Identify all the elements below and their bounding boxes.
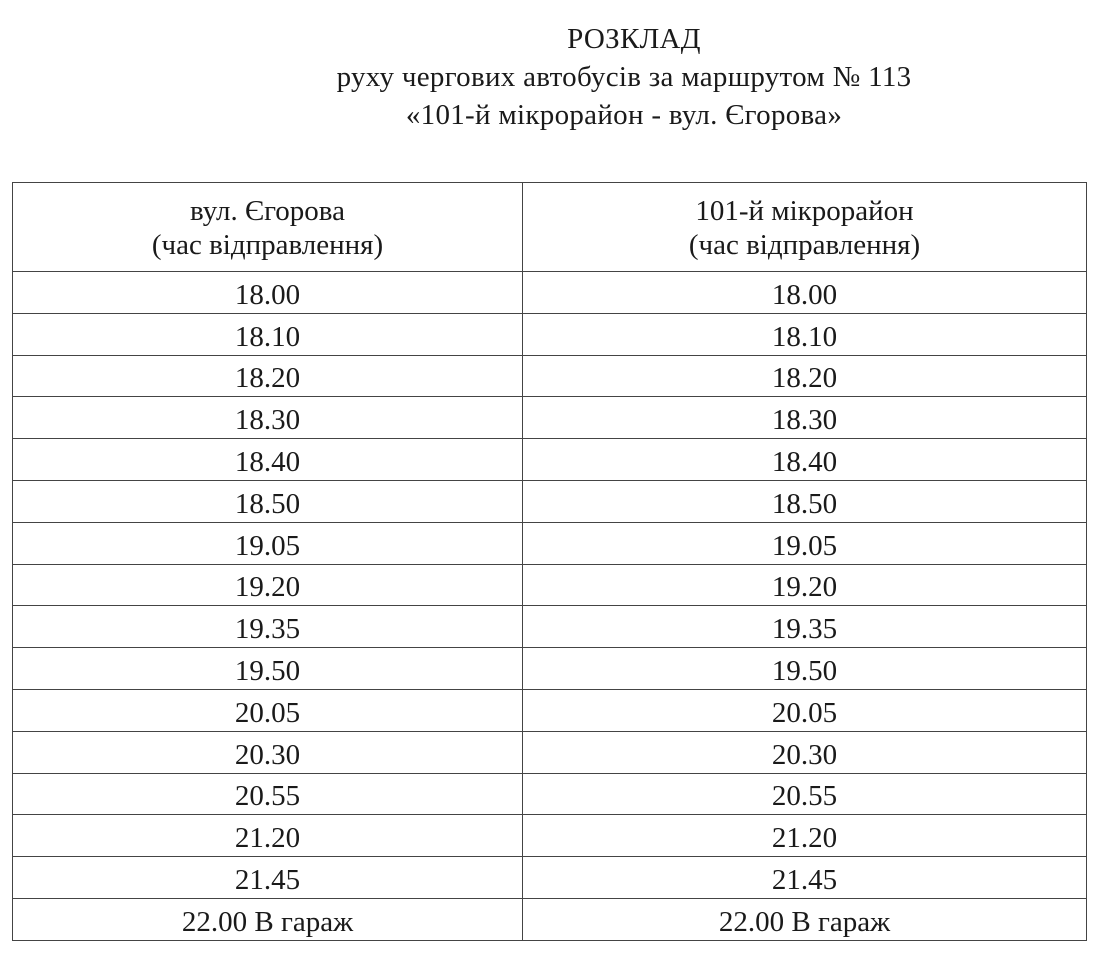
table-row <box>13 439 1087 481</box>
departure-time-egorova: 20.30 <box>13 731 523 773</box>
table-row <box>13 815 1087 857</box>
departure-time-101-microdistrict: 18.10 <box>523 313 1087 355</box>
header-row <box>13 183 1087 272</box>
departure-time-101-microdistrict: 18.20 <box>523 355 1087 397</box>
table-row <box>13 272 1087 314</box>
departure-time-egorova: 19.50 <box>13 648 523 690</box>
departure-time-101-microdistrict: 19.05 <box>523 522 1087 564</box>
departure-time-101-microdistrict: 18.30 <box>523 397 1087 439</box>
departure-time-101-microdistrict: 19.50 <box>523 648 1087 690</box>
header-stop-note: (час відправлення) <box>151 229 384 261</box>
schedule-body <box>13 272 1087 941</box>
departure-time-101-microdistrict: 18.50 <box>523 480 1087 522</box>
departure-time-101-microdistrict: 19.35 <box>523 606 1087 648</box>
table-row <box>13 648 1087 690</box>
departure-time-101-microdistrict: 22.00 В гараж <box>523 898 1087 940</box>
departure-time-101-microdistrict: 21.20 <box>523 815 1087 857</box>
departure-time-egorova: 18.00 <box>13 272 523 314</box>
table-row <box>13 522 1087 564</box>
document-subtitle: руху чергових автобусів за маршрутом № 113 <box>336 61 912 93</box>
departure-time-egorova: 21.45 <box>13 857 523 899</box>
header-stop-note: (час відправлення) <box>688 229 921 261</box>
table-row <box>13 480 1087 522</box>
header-stop-name: 101-й мікрорайон <box>695 195 914 227</box>
table-row <box>13 898 1087 940</box>
departure-time-101-microdistrict: 20.55 <box>523 773 1087 815</box>
departure-time-101-microdistrict: 18.00 <box>523 272 1087 314</box>
table-row <box>13 564 1087 606</box>
table-row <box>13 731 1087 773</box>
header-cell-101-microdistrict <box>523 183 1087 272</box>
departure-time-egorova: 18.10 <box>13 313 523 355</box>
table-row <box>13 773 1087 815</box>
departure-time-egorova: 20.55 <box>13 773 523 815</box>
departure-time-egorova: 19.05 <box>13 522 523 564</box>
document-header <box>0 20 1100 134</box>
departure-time-egorova: 22.00 В гараж <box>13 898 523 940</box>
table-row <box>13 689 1087 731</box>
header-cell-egorova <box>13 183 523 272</box>
document-title: РОЗКЛАД <box>567 23 701 55</box>
schedule-table <box>12 182 1087 941</box>
departure-time-egorova: 21.20 <box>13 815 523 857</box>
route-name: «101-й мікрорайон - вул. Єгорова» <box>405 99 843 131</box>
table-row <box>13 313 1087 355</box>
departure-time-101-microdistrict: 20.30 <box>523 731 1087 773</box>
departure-time-egorova: 18.30 <box>13 397 523 439</box>
departure-time-egorova: 18.50 <box>13 480 523 522</box>
departure-time-101-microdistrict: 18.40 <box>523 439 1087 481</box>
departure-time-egorova: 18.40 <box>13 439 523 481</box>
departure-time-101-microdistrict: 20.05 <box>523 689 1087 731</box>
header-stop-name: вул. Єгорова <box>190 195 345 227</box>
table-row <box>13 857 1087 899</box>
table-row <box>13 355 1087 397</box>
departure-time-101-microdistrict: 19.20 <box>523 564 1087 606</box>
table-row <box>13 397 1087 439</box>
table-row <box>13 606 1087 648</box>
departure-time-101-microdistrict: 21.45 <box>523 857 1087 899</box>
departure-time-egorova: 19.35 <box>13 606 523 648</box>
departure-time-egorova: 18.20 <box>13 355 523 397</box>
departure-time-egorova: 20.05 <box>13 689 523 731</box>
departure-time-egorova: 19.20 <box>13 564 523 606</box>
